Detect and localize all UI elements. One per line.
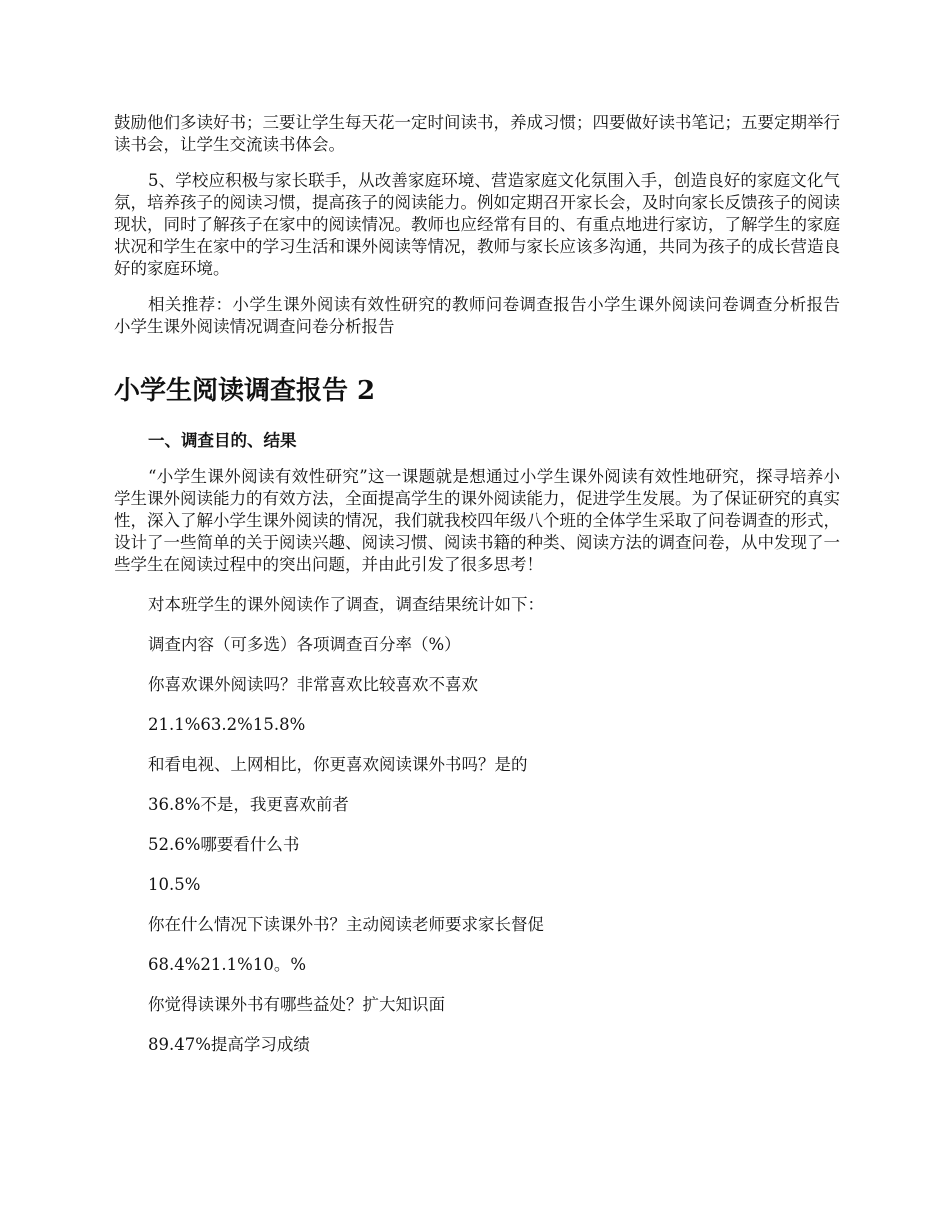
survey-line: 21.1%63.2%15.8% bbox=[148, 715, 306, 734]
paragraph-continuation: 鼓励他们多读好书；三要让学生每天花一定时间读书，养成习惯；四要做好读书笔记；五要定期举行读书会，让学生交流读书体会。 bbox=[114, 113, 840, 154]
intro-paragraph: “小学生课外阅读有效性研究”这一课题就是想通过小学生课外阅读有效性地研究，探寻培养小学生课外阅读能力的有效方法，全面提高学生的课外阅读能力，促进学生发展。为了保证研究的真实性，深入了解小学生课外阅读的情况，我们就我校四年级八个班的全体学生采取了问卷调查的形式，设计了一些简单的关于阅读兴趣、阅读习惯、阅读书籍的种类、阅读方法的调查问卷，从中发现了一些学生在阅读过程中的突出问题，并由此引发了很多思考！ bbox=[114, 467, 840, 574]
survey-line: 你喜欢课外阅读吗？非常喜欢比较喜欢不喜欢 bbox=[148, 675, 478, 694]
document-page bbox=[114, 112, 840, 1056]
survey-line: 68.4%21.1%10。% bbox=[148, 955, 307, 974]
survey-line: 89.47%提高学习成绩 bbox=[148, 1035, 310, 1054]
survey-line: 调查内容（可多选）各项调查百分率（%） bbox=[148, 635, 461, 654]
paragraph-5: 5、学校应积极与家长联手，从改善家庭环境、营造家庭文化氛围入手，创造良好的家庭文化气氛，培养孩子的阅读习惯，提高孩子的阅读能力。例如定期召开家长会，及时向家长反馈孩子的阅读现状，同时了解孩子在家中的阅读情况。教师也应经常有目的、有重点地进行家访，了解学生的家庭状况和学生在家中的学习生活和课外阅读等情况，教师与家长应该多沟通，共同为孩子的成长营造良好的家庭环境。 bbox=[114, 171, 840, 278]
section-heading-purpose-results: 一、调查目的、结果 bbox=[148, 431, 297, 450]
survey-line: 52.6%哪要看什么书 bbox=[148, 835, 300, 854]
section-title: 小学生阅读调查报告 2 bbox=[114, 376, 376, 406]
related-recommendations: 相关推荐：小学生课外阅读有效性研究的教师问卷调查报告小学生课外阅读问卷调查分析报告小学生课外阅读情况调查问卷分析报告 bbox=[114, 295, 840, 336]
survey-line: 你在什么情况下读课外书？主动阅读老师要求家长督促 bbox=[148, 915, 544, 934]
survey-line: 和看电视、上网相比，你更喜欢阅读课外书吗？是的 bbox=[148, 755, 528, 774]
survey-line: 10.5% bbox=[148, 875, 201, 894]
survey-line: 你觉得读课外书有哪些益处？扩大知识面 bbox=[148, 995, 445, 1014]
survey-line: 对本班学生的课外阅读作了调查，调查结果统计如下： bbox=[148, 595, 544, 614]
survey-line: 36.8%不是，我更喜欢前者 bbox=[148, 795, 349, 814]
